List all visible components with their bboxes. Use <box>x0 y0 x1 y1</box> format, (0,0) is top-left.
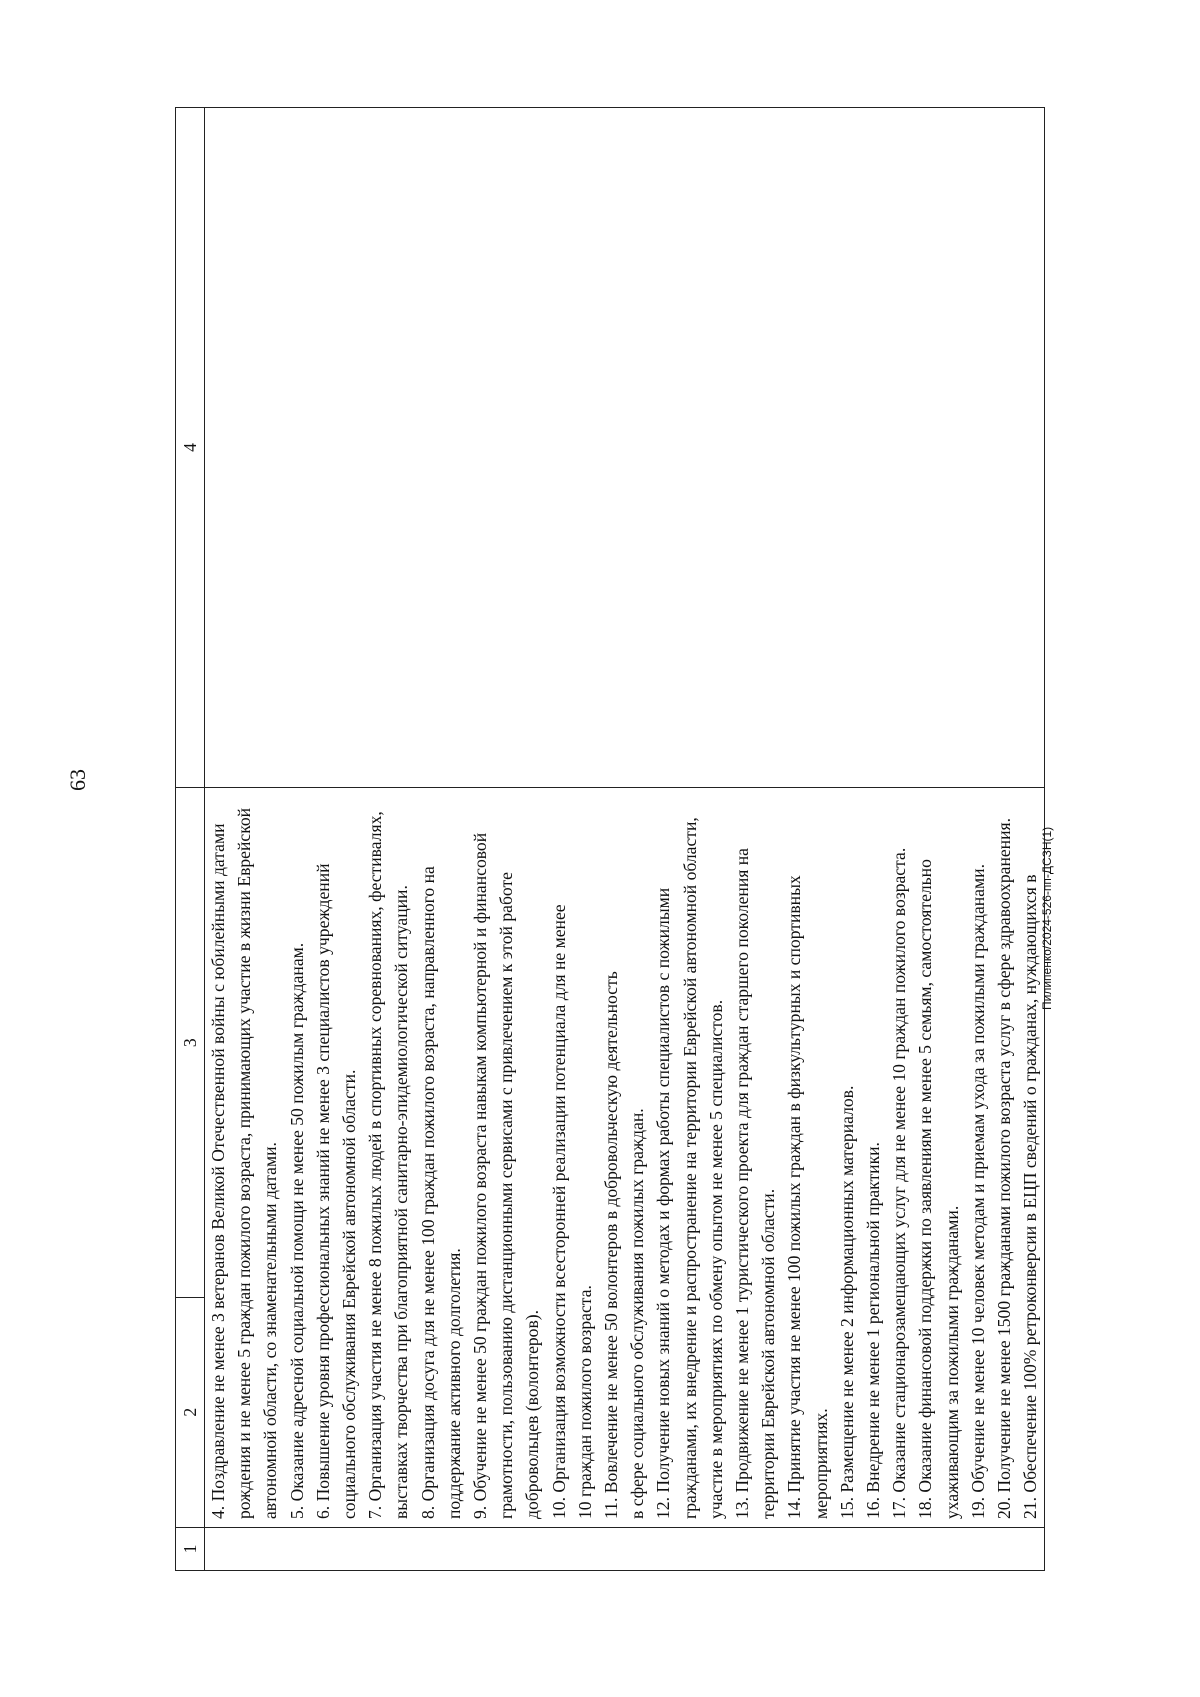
header-col-1: 1 <box>176 1528 205 1571</box>
body-text-cell <box>205 788 1045 1528</box>
table-body-row <box>205 108 1045 1571</box>
measure-text-line: 16. Внедрение не менее 1 региональной практики. <box>863 1142 884 1519</box>
measure-text-line: 8. Организация досуга для не менее 100 граждан пожилого возраста, направленного на <box>417 866 438 1519</box>
column-divider <box>176 1298 204 1299</box>
measure-text-line: 6. Повышение уровня профессиональных знаний не менее 3 специалистов учреждений <box>312 863 333 1519</box>
program-measures-table <box>175 107 1045 1571</box>
measure-text-line: ухаживающим за пожилыми гражданами. <box>941 1205 962 1519</box>
header-col-3-label: 3 <box>180 1038 200 1048</box>
measure-text-line: участие в мероприятиях по обмену опытом не менее 5 специалистов. <box>705 999 726 1519</box>
measure-text-line: 10. Организация возможности всесторонней реализации потенциала для не менее <box>548 904 569 1519</box>
measure-text-line: гражданами, их внедрение и распространение на территории Еврейской автономной области, <box>679 817 700 1519</box>
measure-text-line: в сфере социального обслуживания пожилых граждан. <box>627 1108 648 1519</box>
measure-text-line: 19. Обучение не менее 10 человек методам и приемам ухода за пожилыми гражданами. <box>967 864 988 1519</box>
measures-text <box>205 788 1044 1527</box>
measure-text-line: 7. Организация участия не менее 8 пожилых людей в спортивных соревнованиях, фестивалях, <box>365 811 386 1519</box>
measure-text-line: 18. Оказание финансовой поддержки по заявлениям не менее 5 семьям, самостоятельно <box>915 859 936 1519</box>
table-header-row <box>176 108 205 1571</box>
measure-text-line: 10 граждан пожилого возраста. <box>574 1285 595 1519</box>
measure-text-line: поддержание активного долголетия. <box>443 1248 464 1519</box>
document-reference <box>1040 550 1060 1010</box>
measure-text-line: мероприятиях. <box>810 1408 831 1519</box>
document-reference-text: Пилипенко/2024-526-пп-ДСЗН(1) <box>1040 826 1054 1010</box>
body-col-4-cell <box>205 108 1045 788</box>
header-col-4: 4 <box>176 108 205 788</box>
rotated-table-wrapper <box>175 108 1041 1571</box>
measure-text-line: 13. Продвижение не менее 1 туристического проекта для граждан старшего поколения на <box>732 848 753 1519</box>
measure-text-line: добровольцев (волонтеров). <box>522 1309 543 1519</box>
body-col-1-cell <box>205 1528 1045 1571</box>
measure-text-line: социального обслуживания Еврейской автономной области. <box>339 1069 360 1519</box>
measure-text-line: 12. Получение новых знаний о методах и формах работы специалистов с пожилыми <box>653 887 674 1519</box>
measure-text-line: 17. Оказание стационарозамещающих услуг для не менее 10 граждан пожилого возраста. <box>889 847 910 1519</box>
measure-text-line: рождения и не менее 5 граждан пожилого возраста, принимающих участие в жизни Еврейской <box>234 807 255 1519</box>
measure-text-line: 14. Принятие участия не менее 100 пожилых граждан в физкультурных и спортивных <box>784 875 805 1519</box>
page-number: 63 <box>65 769 90 791</box>
measure-text-line: выставках творчества при благоприятной санитарно-эпидемиологической ситуации. <box>391 885 412 1519</box>
measure-text-line: 5. Оказание адресной социальной помощи не менее 50 пожилым гражданам. <box>286 942 307 1519</box>
measure-text-line: 20. Получение не менее 1500 гражданами пожилого возраста услуг в сфере здравоохранения. <box>994 817 1015 1519</box>
measure-text-line: автономной области, со знаменательными датами. <box>260 1142 281 1519</box>
measure-text-line: 21. Обеспечение 100% ретроконверсии в ЕЦП сведений о гражданах, нуждающихся в <box>1020 874 1041 1519</box>
measure-text-line: 4. Поздравление не менее 3 ветеранов Великой Отечественной войны с юбилейными датами <box>208 823 228 1519</box>
measure-text-line: 9. Обучение не менее 50 граждан пожилого возраста навыкам компьютерной и финансовой <box>470 832 491 1519</box>
measure-text-line: грамотности, пользованию дистанционными сервисами с привлечением к этой работе <box>496 872 517 1519</box>
header-col-3 <box>176 788 205 1298</box>
measure-text-line: 15. Размещение не менее 2 информационных материалов. <box>836 1085 857 1519</box>
measure-text-line: 11. Вовлечение не менее 50 волонтеров в добровольческую деятельность <box>601 971 622 1519</box>
header-col-2: 2 <box>176 1298 205 1528</box>
measure-text-line: территории Еврейской автономной области. <box>758 1188 779 1519</box>
